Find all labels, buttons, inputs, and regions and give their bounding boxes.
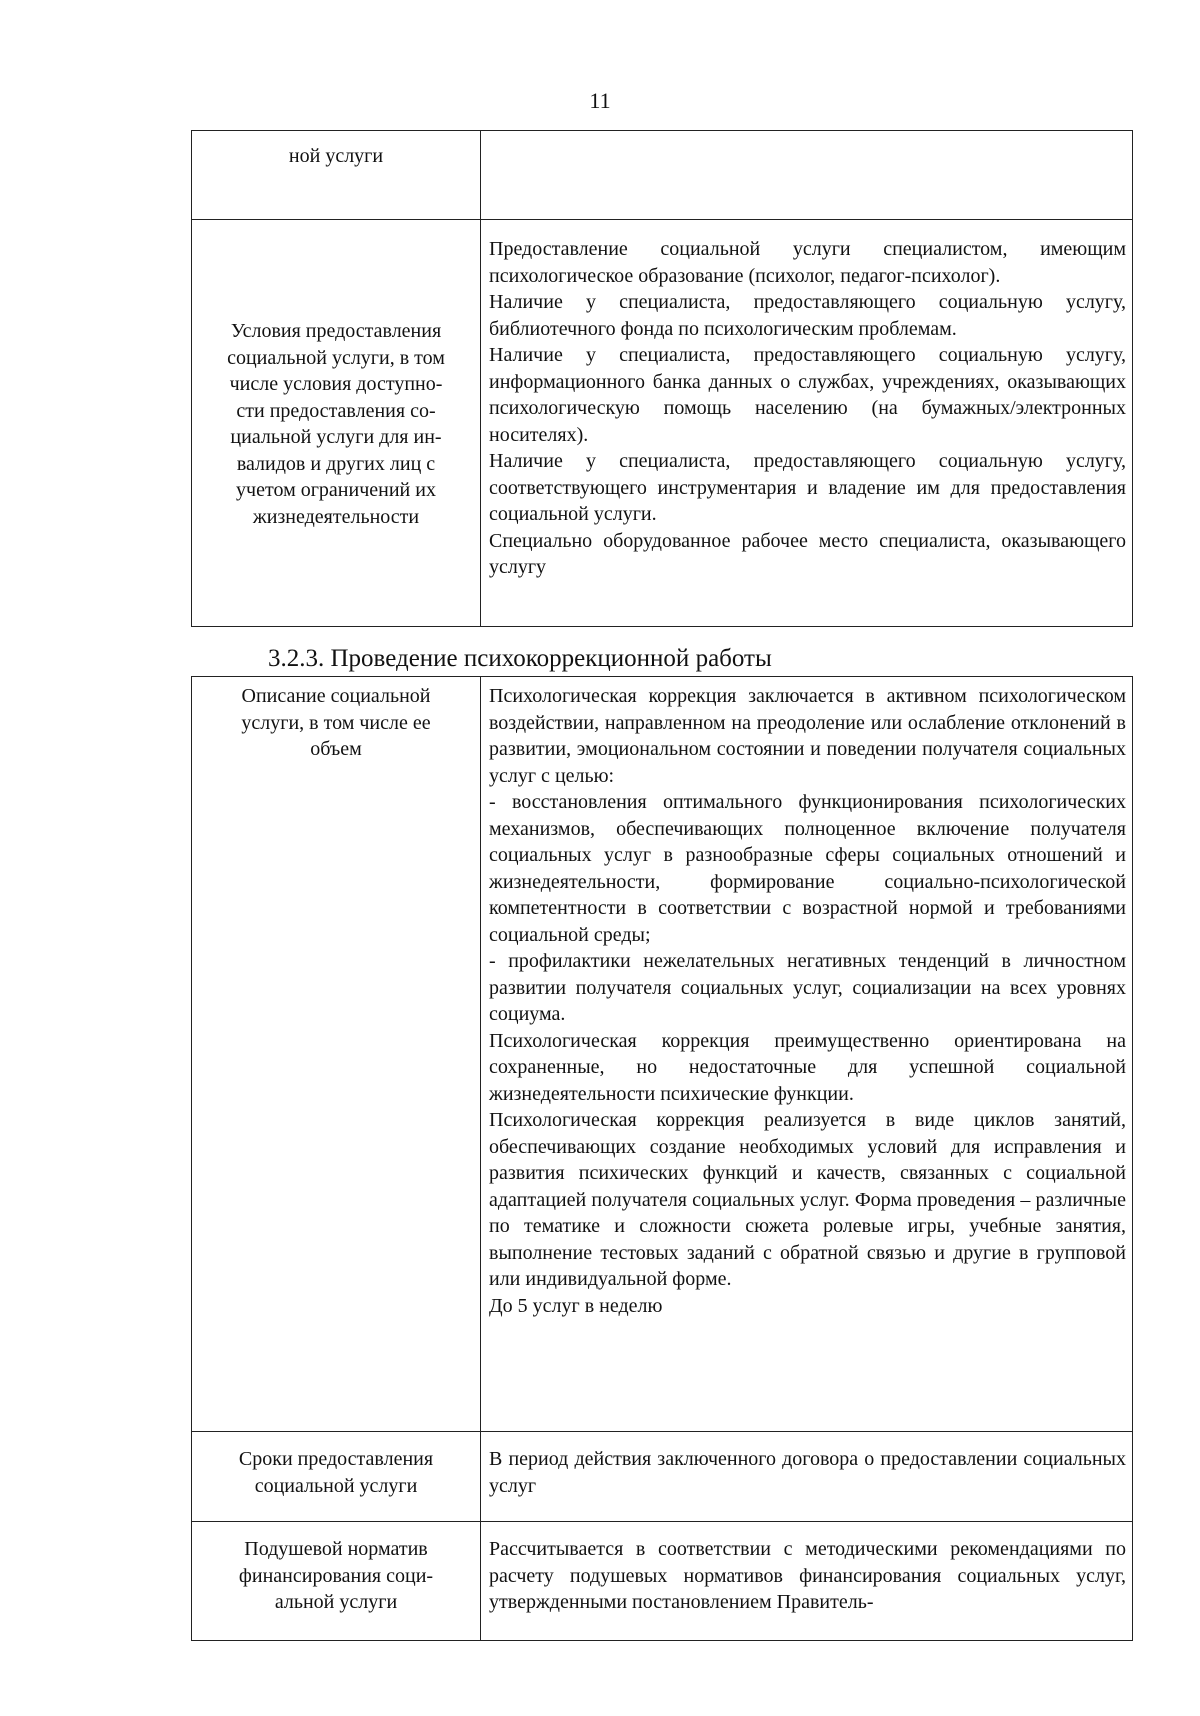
row-label-line: валидов и других лиц с — [236, 452, 436, 475]
paragraph: Наличие у специалиста, предоставляющего социальную услугу, соответствующего инструментария и владение им для предоставления социальной услуги. — [489, 450, 1126, 525]
table-row — [192, 1522, 1133, 1641]
paragraph: В период действия заключенного договора о предоставлении социальных услуг — [489, 1448, 1126, 1497]
section-title: 3.2.3. Проведение психокоррекционной работы — [268, 645, 772, 672]
row-label-cell — [192, 220, 481, 627]
paragraph: Психологическая коррекция преимущественно ориентирована на сохраненные, но недостаточные для успешной социальной жизнедеятельности психические функции. — [489, 1029, 1126, 1105]
row-label-line: Сроки предоставления — [238, 1448, 434, 1470]
row-label-cell — [192, 1432, 481, 1522]
table-row — [192, 220, 1133, 627]
paragraph: - восстановления оптимального функционирования психологических механизмов, обеспечивающих полноценное включение получателя социальных услуг в разнообразные сферы социальных отношений и жизнедеятельности, формирование социально-психологической компетентности в соответствии с возрастной нормой и требованиями социальной среды; — [489, 791, 1126, 946]
paragraph: Наличие у специалиста, предоставляющего социальную услугу, библиотечного фонда по психологическим проблемам. — [489, 291, 1126, 340]
row-label-line: Подушевой норматив — [244, 1538, 428, 1560]
row-label-line: Описание социальной — [241, 685, 431, 707]
row-label-line: учетом ограничений их — [236, 479, 436, 501]
row-label-line: Условия предоставления — [230, 320, 442, 342]
row-label-line: числе условия доступно- — [229, 373, 443, 395]
paragraph: До 5 услуг в неделю — [489, 1294, 663, 1317]
row-label-line: жизнедеятельности — [252, 505, 420, 528]
page-number: 11 — [589, 88, 611, 113]
row-label-line: услуги, в том числе ее — [241, 711, 431, 734]
row-label-line: ной услуги — [288, 145, 384, 167]
row-label-line: циальной услуги для ин- — [230, 426, 442, 448]
row-label-line: финансирования соци- — [238, 1564, 434, 1587]
paragraph: Психологическая коррекция заключается в активном психологическом воздействии, направленном на преодоление или ослабление отклонений в развитии, эмоциональном состоянии и поведении получателя социальных услуг с целью: — [489, 685, 1126, 787]
paragraph: - профилактики нежелательных негативных тенденций в личностном развитии получателя социальных услуг, социализации на всех уровнях социума. — [489, 950, 1126, 1025]
table-top — [191, 130, 1133, 627]
paragraph: Предоставление социальной услуги специалистом, имеющим психологическое образование (психолог, педагог-психолог). — [489, 238, 1126, 287]
row-text-cell — [481, 677, 1133, 1432]
row-text-cell — [481, 1432, 1133, 1522]
paragraph: Психологическая коррекция реализуется в виде циклов занятий, обеспечивающих создание необходимых условий для исправления и развития психических функций и качеств, связанных с социальной адаптацией получателя социальных услуг. Форма проведения – различные по тематике и сложности сюжета ролевые игры, учебные занятия, выполнение тестовых заданий с обратной связью и другие в групповой или индивидуальной форме. — [489, 1109, 1126, 1290]
row-label-line: социальной услуги — [254, 1474, 418, 1497]
row-text-cell — [481, 220, 1133, 627]
row-label-cell — [192, 131, 481, 220]
row-label-line: сти предоставления со- — [236, 399, 436, 422]
row-label-line: альной услуги — [274, 1591, 398, 1613]
row-label-line: объем — [310, 738, 362, 760]
table-row — [192, 1432, 1133, 1522]
row-text-cell — [481, 131, 1133, 220]
paragraph: Наличие у специалиста, предоставляющего социальную услугу, информационного банка данных о службах, учреждениях, оказывающих психологическую помощь населению (на бумажных/электронных носителях). — [489, 344, 1126, 446]
table-row — [192, 677, 1133, 1432]
table-bottom — [191, 676, 1133, 1641]
row-text-cell — [481, 1522, 1133, 1641]
paragraph: Рассчитывается в соответствии с методическими рекомендациями по расчету подушевых нормативов финансирования социальных услуг, утвержденными постановлением Правитель- — [489, 1538, 1126, 1613]
row-label-cell — [192, 677, 481, 1432]
table-row — [192, 131, 1133, 220]
paragraph: Специально оборудованное рабочее место специалиста, оказывающего услугу — [489, 529, 1126, 578]
row-label-line: социальной услуги, в том — [227, 346, 445, 369]
row-label-cell — [192, 1522, 481, 1641]
